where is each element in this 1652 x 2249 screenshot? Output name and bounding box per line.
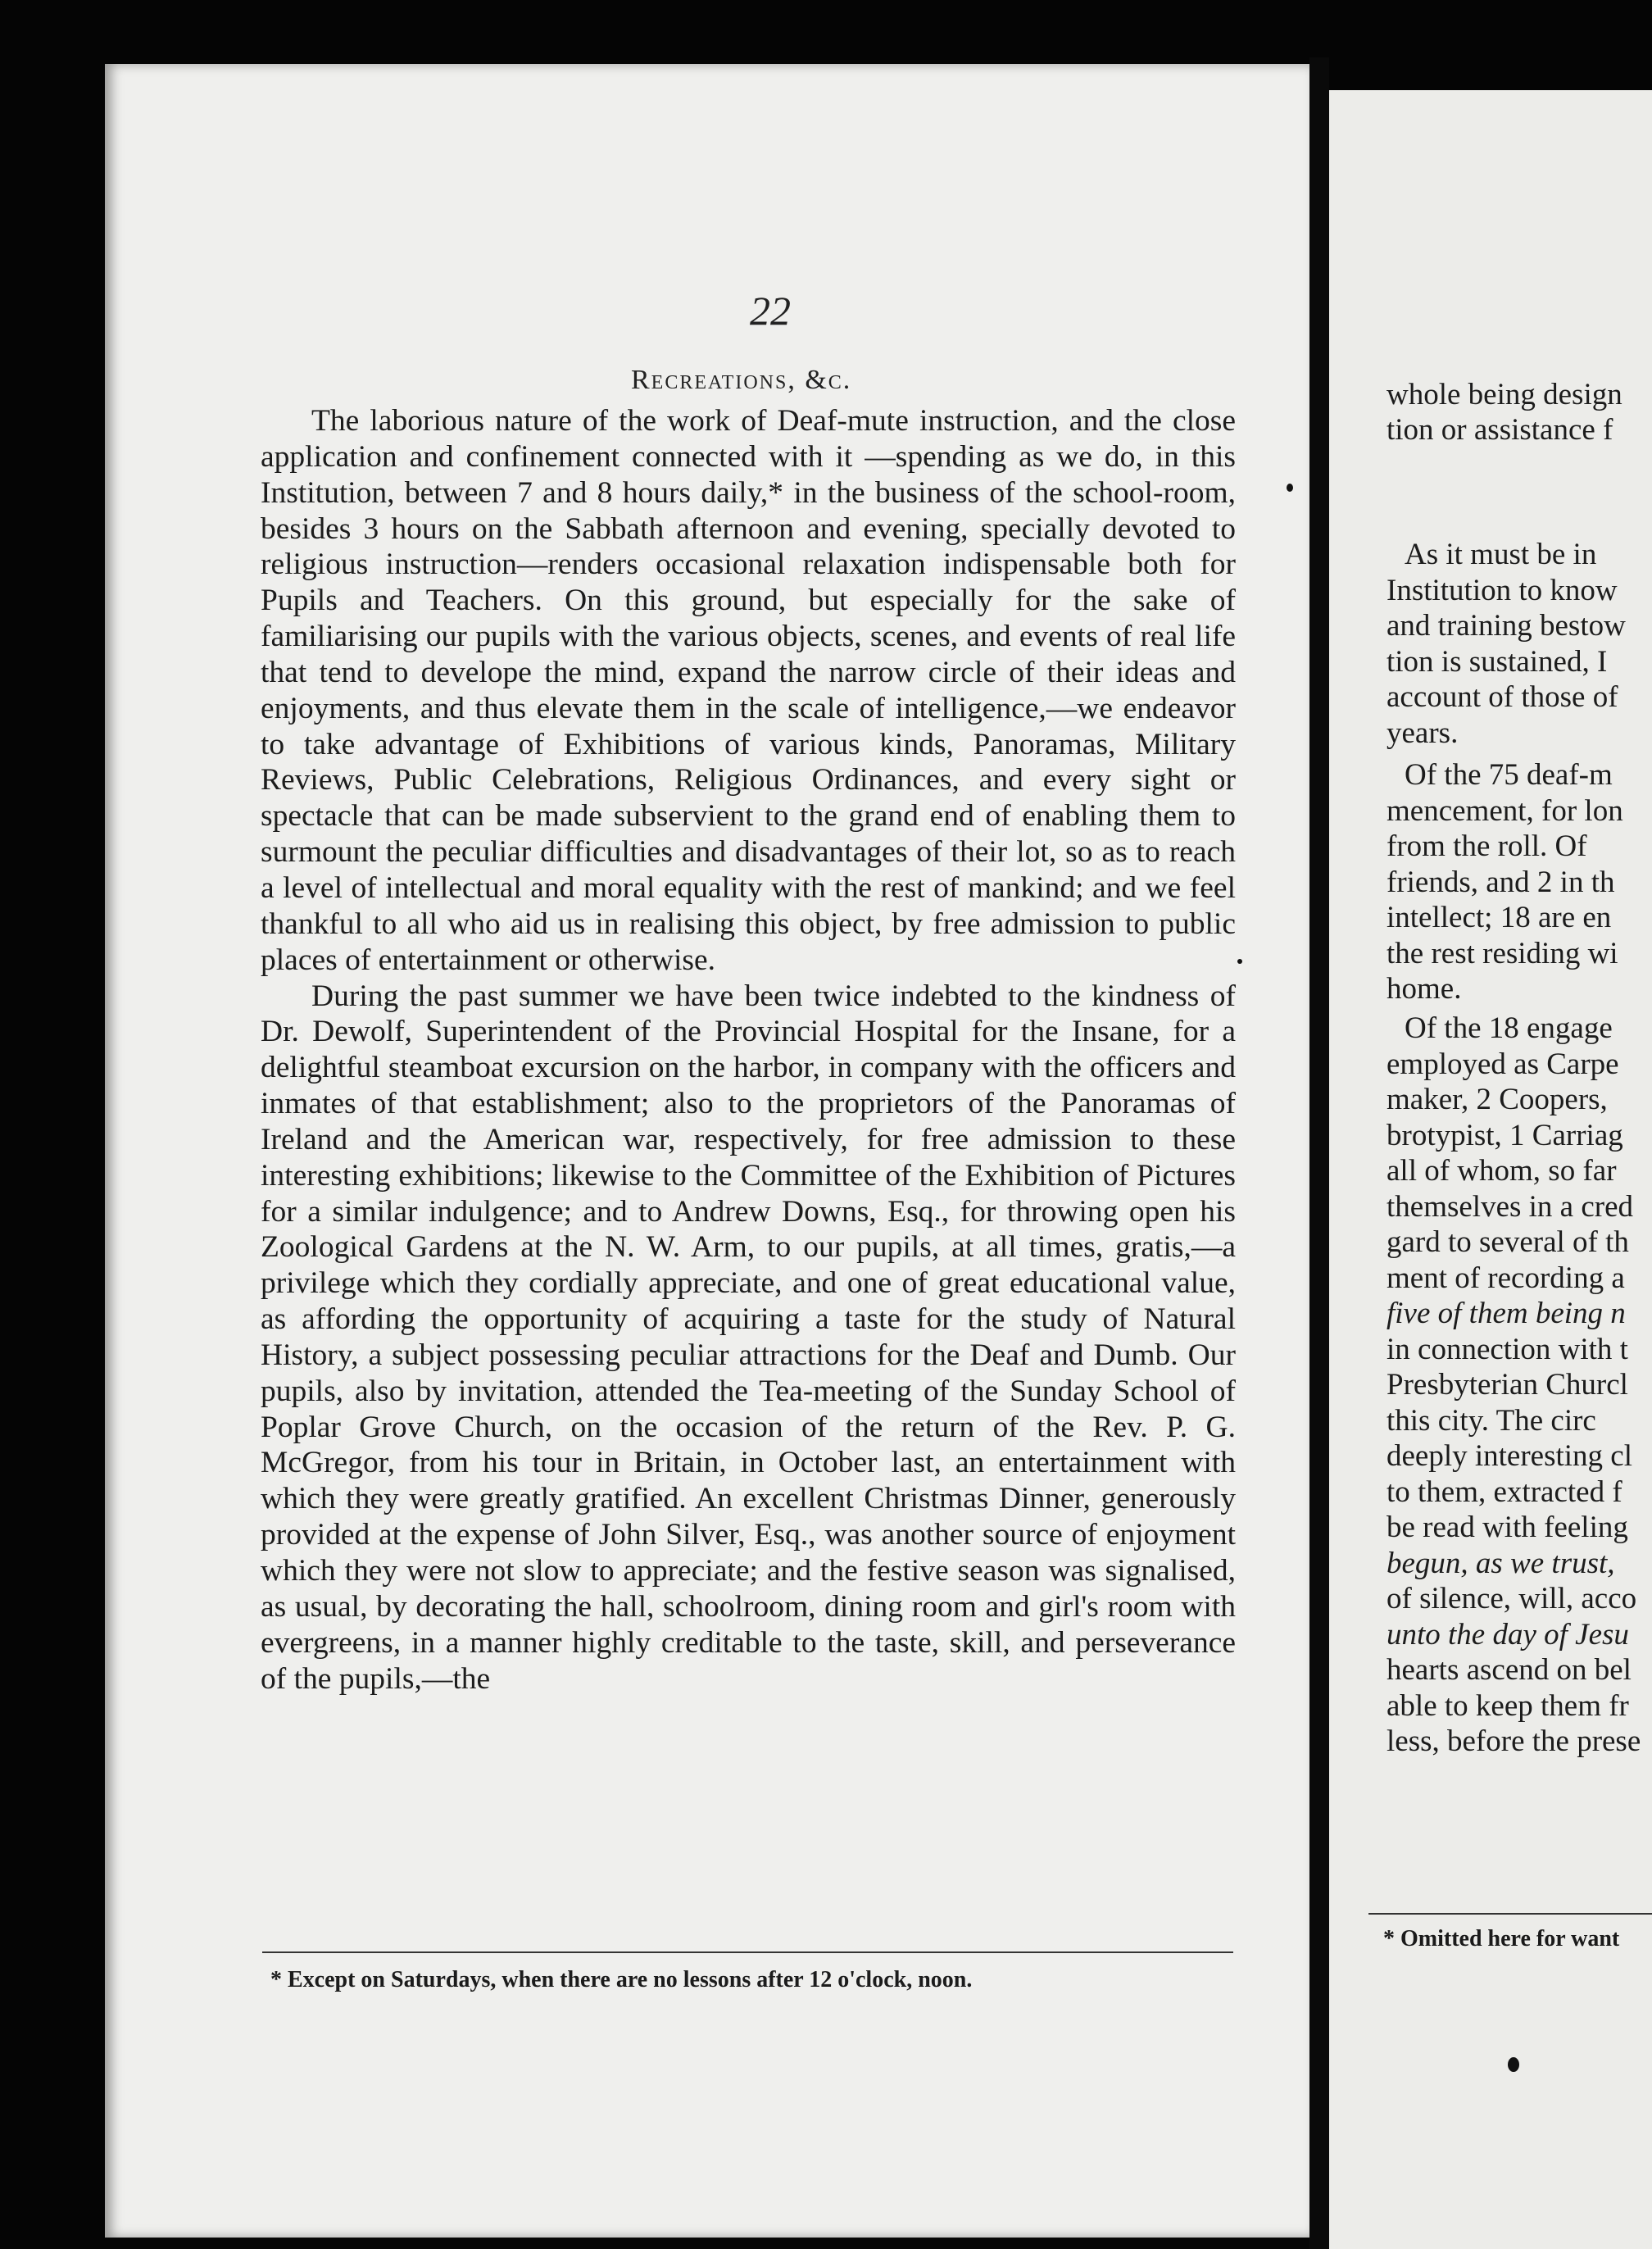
right-line: and training bestow	[1386, 609, 1626, 643]
right-line: hearts ascend on bel	[1386, 1653, 1632, 1687]
right-page	[1329, 90, 1652, 2249]
right-line: themselves in a cred	[1386, 1190, 1634, 1224]
right-line: be read with feeling	[1386, 1511, 1628, 1544]
right-line: years.	[1386, 716, 1459, 750]
right-line: of silence, will, acco	[1386, 1582, 1637, 1615]
right-footnote-rule	[1368, 1913, 1652, 1915]
right-line: tion or assistance f	[1386, 413, 1613, 447]
section-title: Recreations, &c.	[631, 365, 852, 395]
book-gutter	[1309, 57, 1329, 2249]
right-line: gard to several of th	[1386, 1225, 1629, 1259]
right-line: five of them being n	[1386, 1297, 1626, 1330]
page-number: 22	[750, 288, 791, 334]
right-line: from the roll. Of	[1386, 829, 1587, 863]
scan-speck	[1237, 959, 1242, 964]
right-line: deeply interesting cl	[1386, 1439, 1633, 1473]
right-line: ment of recording a	[1386, 1261, 1625, 1295]
paragraph-2: During the past summer we have been twice indebted to the kindness of Dr. Dewolf, Superintendent of the Provincial Hospital for the Insane, for a delightful steamboat excursion on the harbor, in company with the officers and inmates of that establishment; also to the proprietors of the Panoramas of Ireland and the American war, respectively, for free admission to these interesting exhibitions; likewise to the Committee of the Exhibition of Pictures for a similar indulgence; and to Andrew Downs, Esq., for throwing open his Zoological Gardens at the N. W. Arm, to our pupils, at all times, gratis,—a privilege which they cordially appreciate, and one of great educational value, as affording the opportunity of acquiring a taste for the study of Natural History, a subject possessing peculiar attractions for the Deaf and Dumb. Our pupils, also by invitation, attended the Tea-meeting of the Sunday School of Poplar Grove Church, on the occasion of the return of the Rev. P. G. McGregor, from his tour in Britain, in October last, an entertainment with which they were greatly gratified. An excellent Christmas Dinner, generously provided at the expense of John Silver, Esq., was another source of enjoyment which they were not slow to appreciate; and the festive season was signalised, as usual, by decorating the hall, schoolroom, dining room and girl's room with evergreens, in a manner highly creditable to the taste, skill, and perseverance of the pupils,—the	[261, 979, 1236, 1696]
right-line: maker, 2 Coopers,	[1386, 1083, 1608, 1116]
right-line: Of the 18 engage	[1405, 1011, 1613, 1045]
right-line: As it must be in	[1405, 538, 1597, 571]
right-line: Institution to know	[1386, 574, 1618, 607]
right-line: less, before the prese	[1386, 1724, 1641, 1758]
footnote-rule	[262, 1951, 1233, 1953]
right-line: Presbyterian Churcl	[1386, 1368, 1628, 1402]
right-line: employed as Carpe	[1386, 1047, 1619, 1081]
right-line: this city. The circ	[1386, 1404, 1596, 1438]
right-line: unto the day of Jesu	[1386, 1618, 1629, 1652]
right-line: to them, extracted f	[1386, 1475, 1622, 1509]
right-line: home.	[1386, 972, 1462, 1006]
right-line: Of the 75 deaf-m	[1405, 758, 1613, 792]
right-line: begun, as we trust,	[1386, 1547, 1615, 1580]
right-line: all of whom, so far	[1386, 1154, 1617, 1188]
right-line: mencement, for lon	[1386, 794, 1623, 828]
right-line: tion is sustained, I	[1386, 645, 1608, 679]
right-line: the rest residing wi	[1386, 937, 1618, 970]
right-line: in connection with t	[1386, 1333, 1628, 1366]
right-line: friends, and 2 in th	[1386, 866, 1615, 899]
right-line: whole being design	[1386, 378, 1622, 411]
right-footnote: * Omitted here for want	[1383, 1926, 1620, 1951]
paragraph-1: The laborious nature of the work of Deaf-mute instruction, and the close application and confinement connected with it —spending as we do, in this Institution, between 7 and 8 hours daily,* in the business of the school-room, besides 3 hours on the Sabbath afternoon and evening, specially devoted to religious instruction—renders occasional relaxation indispensable both for Pupils and Teachers. On this ground, but especially for the sake of familiarising our pupils with the various objects, scenes, and events of real life that tend to develope the mind, expand the narrow circle of their ideas and enjoyments, and thus elevate them in the scale of intelligence,—we endeavor to take advantage of Exhibitions of various kinds, Panoramas, Military Reviews, Public Celebrations, Religious Ordinances, and every sight or spectacle that can be made subservient to the grand end of enabling them to surmount the peculiar difficulties and disadvantages of their lot, so as to reach a level of intellectual and moral equality with the rest of mankind; and we feel thankful to all who aid us in realising this object, by free admission to public places of entertainment or otherwise.	[261, 404, 1236, 977]
right-line: able to keep them fr	[1386, 1689, 1629, 1723]
right-line: brotypist, 1 Carriag	[1386, 1119, 1623, 1152]
scan-speck	[1508, 2057, 1519, 2072]
body-text	[261, 403, 1236, 1697]
right-line: intellect; 18 are en	[1386, 901, 1612, 934]
footnote: * Except on Saturdays, when there are no lessons after 12 o'clock, noon.	[270, 1967, 973, 1992]
right-line: account of those of	[1386, 680, 1618, 714]
scan-speck	[1287, 484, 1293, 492]
